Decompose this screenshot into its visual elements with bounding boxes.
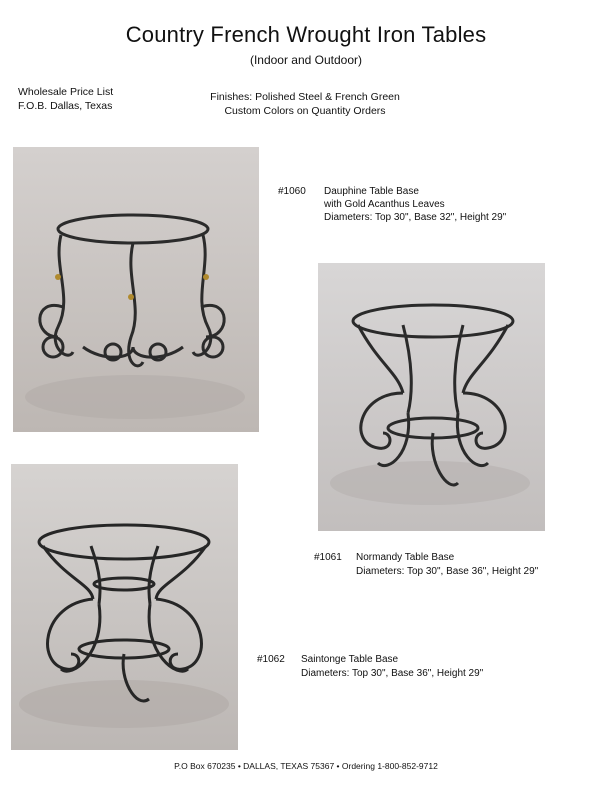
product-caption-normandy	[314, 551, 454, 564]
product-dimensions: Diameters: Top 30", Base 36", Height 29"	[356, 566, 539, 577]
product-photo-normandy	[318, 263, 545, 531]
normandy-table-base-image	[318, 263, 545, 531]
product-number: #1061	[314, 552, 342, 563]
product-detail: with Gold Acanthus Leaves	[324, 199, 445, 210]
product-number: #1062	[257, 654, 285, 665]
footer-contact: P.O Box 670235 • DALLAS, TEXAS 75367 • Ordering 1-800-852-9712	[174, 761, 438, 771]
page-subtitle: (Indoor and Outdoor)	[249, 53, 363, 67]
custom-colors-label: Custom Colors on Quantity Orders	[224, 105, 386, 117]
product-dimensions: Diameters: Top 30", Base 36", Height 29"	[301, 668, 484, 679]
product-dimensions: Diameters: Top 30", Base 32", Height 29"	[324, 212, 507, 223]
product-number: #1060	[278, 186, 306, 197]
product-name: Normandy Table Base	[356, 552, 455, 563]
price-list-info	[18, 85, 113, 113]
product-name: Saintonge Table Base	[301, 654, 399, 665]
finishes-label: Finishes: Polished Steel & French Green	[210, 91, 400, 103]
finishes-info	[195, 90, 415, 118]
product-caption-dauphine	[278, 185, 419, 198]
page-title: Country French Wrought Iron Tables	[125, 22, 487, 47]
product-photo-dauphine	[13, 147, 259, 432]
product-name: Dauphine Table Base	[324, 186, 419, 197]
saintonge-table-base-image	[11, 464, 238, 750]
price-list-label: Wholesale Price List	[18, 86, 114, 98]
dauphine-table-base-image	[13, 147, 259, 432]
product-photo-saintonge	[11, 464, 238, 750]
product-caption-saintonge	[257, 653, 398, 666]
fob-label: F.O.B. Dallas, Texas	[18, 100, 113, 112]
